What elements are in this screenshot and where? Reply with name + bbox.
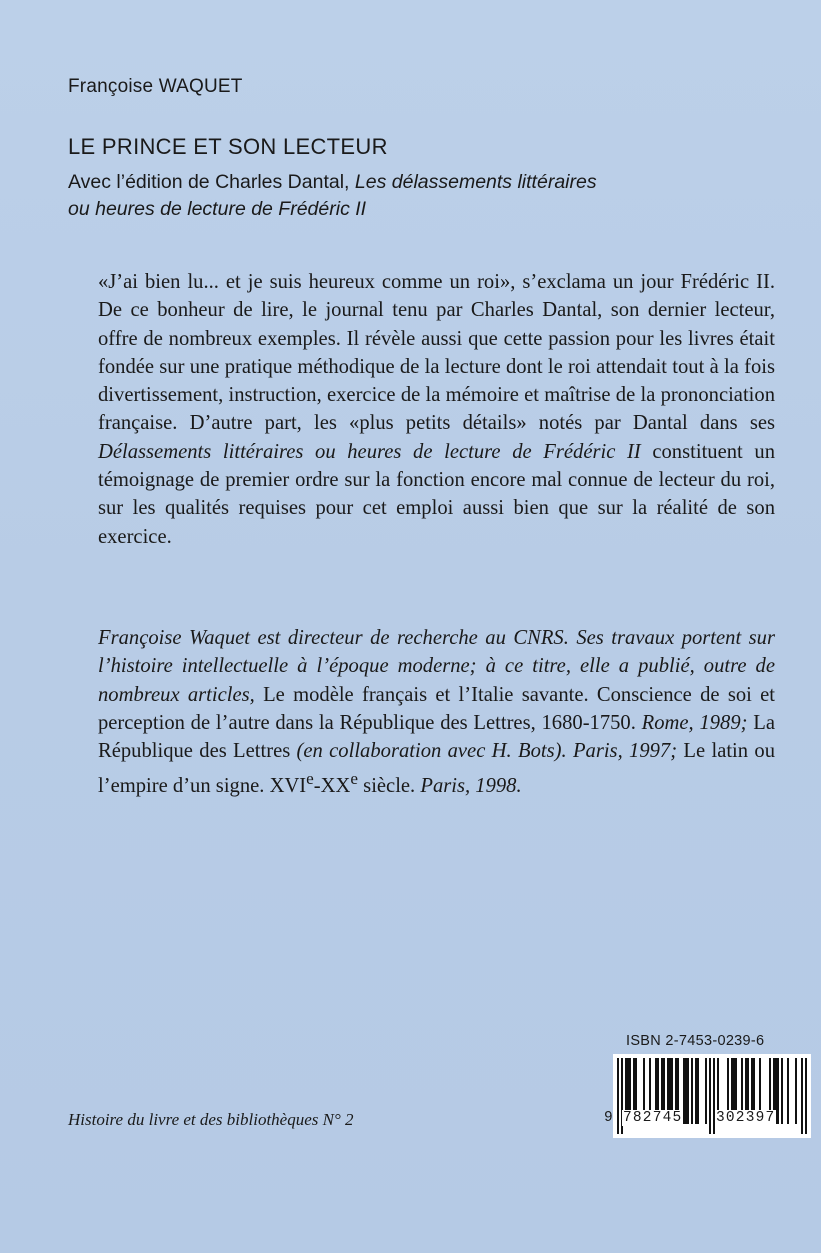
barcode-bar	[801, 1058, 803, 1134]
bio-s9: Paris, 1998.	[420, 775, 522, 798]
bio-s4: La République des Lettres	[98, 711, 775, 763]
barcode-bar	[777, 1058, 779, 1124]
author-bio	[98, 624, 775, 801]
bio-s7: -XX	[313, 775, 351, 798]
barcode-bar	[617, 1058, 619, 1134]
blurb-part-2: Délassements littéraires ou heures de lecture de Frédéric II	[98, 440, 641, 463]
bio-s6: Le latin ou l’empire d’un signe. XVI	[98, 740, 775, 798]
barcode-bar	[787, 1058, 789, 1124]
blurb-paragraph	[98, 268, 775, 551]
blurb-part-1: «J’ai bien lu... et je suis heureux comme un roi», s’exclama un jour Frédéric II. De ce bonheur de lire, le journal tenu par Charles Dantal, son dernier lecteur, offre de nombreux exemples. Il révèle aussi que cette passion pour les livres était fondée sur une pratique méthodique de la lecture dont le roi attendait tout à la fois divertissement, instruction, exercice de la mémoire et maîtrise de la prononciation française. D’autre part, les «plus petits détails» notés par Dantal dans ses	[98, 271, 775, 435]
bio-s5: (en collaboration avec H. Bots). Paris, 1997;	[296, 740, 684, 763]
bio-s3: Rome, 1989;	[641, 711, 754, 734]
bio-s1: Françoise Waquet est directeur de recherche au CNRS. Ses travaux portent sur l’histoire intellectuelle à l’époque moderne; à ce titre, elle a publié, outre de nombreux articles,	[98, 627, 775, 706]
subtitle-plain: Avec l’édition de Charles Dantal,	[68, 171, 355, 193]
barcode-bar	[685, 1058, 687, 1124]
barcode-bar	[695, 1058, 697, 1124]
barcode-bar	[691, 1058, 693, 1124]
barcode-bar	[709, 1058, 711, 1134]
barcode-bar	[705, 1058, 707, 1124]
bio-s8: siècle.	[358, 775, 421, 798]
barcode-bar	[795, 1058, 797, 1124]
book-title: LE PRINCE ET SON LECTEUR	[68, 134, 388, 159]
book-subtitle	[68, 169, 798, 223]
ean-first-digit: 9	[604, 1110, 613, 1126]
barcode-bar	[697, 1058, 699, 1124]
barcode-bar	[687, 1058, 689, 1124]
blurb-part-3: constituent un témoignage de premier ordre sur la fonction encore mal connue de lecteur du roi, sur les qualités requises pour cet emploi aussi bien que sur la réalité de son exercice.	[98, 440, 775, 548]
bio-sup-1: e	[306, 769, 314, 789]
author-name: Françoise WAQUET	[68, 76, 243, 97]
series-line: Histoire du livre et des bibliothèques N° 2	[68, 1110, 354, 1129]
bio-sup-2: e	[350, 769, 359, 789]
barcode-bar	[781, 1058, 783, 1124]
bio-s2: Le modèle français et l’Italie savante. Conscience de soi et perception de l’autre dans la République des Lettres, 1680-1750.	[98, 683, 775, 734]
ean-right-digits: 302397	[716, 1110, 776, 1126]
subtitle-italic-1: Les délassements littéraires	[354, 171, 597, 193]
subtitle-italic-2: ou heures de lecture de Frédéric II	[68, 198, 367, 220]
barcode-bar	[805, 1058, 807, 1134]
isbn-label: ISBN 2-7453-0239-6	[626, 1033, 765, 1049]
ean-left-digits: 782745	[623, 1110, 683, 1126]
